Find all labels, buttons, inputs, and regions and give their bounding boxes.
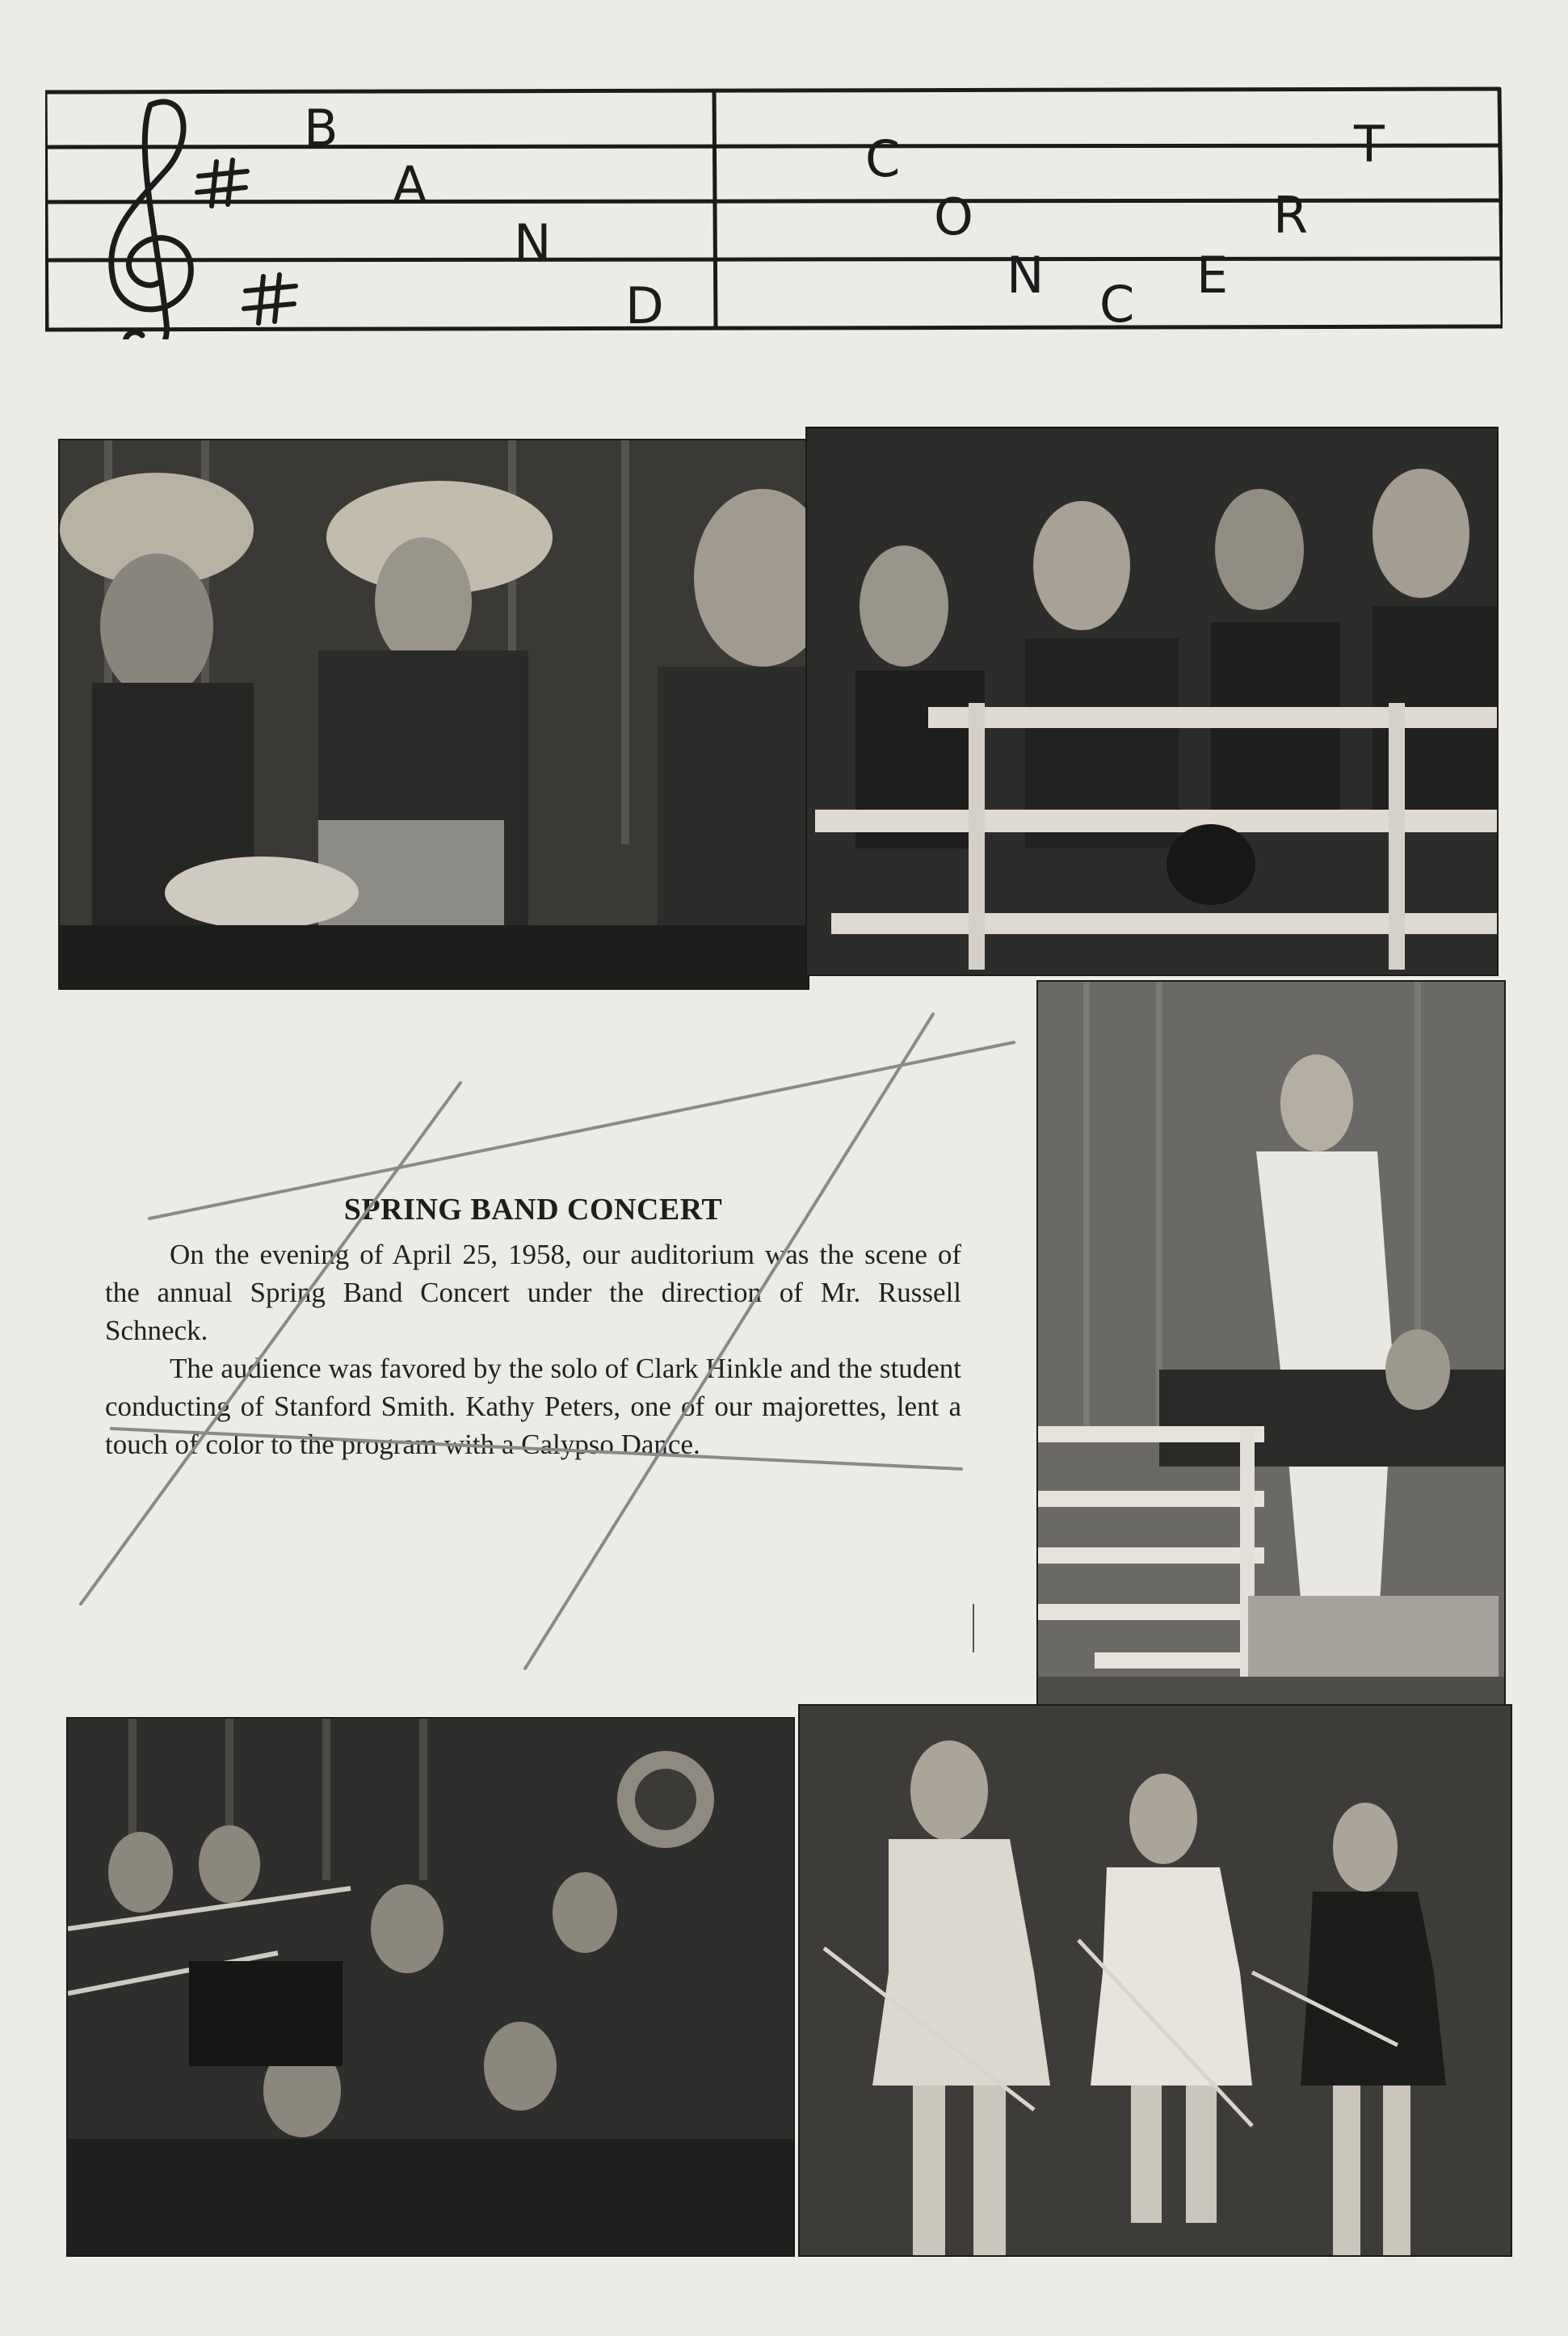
sharp-sign-icon <box>197 160 247 206</box>
band-concert-title-staff <box>45 81 1503 339</box>
title-letter-t: T <box>1354 115 1385 174</box>
title-letter-n: N <box>514 213 552 272</box>
title-letter-a: A <box>393 155 427 214</box>
article-paragraph: On the evening of April 25, 1958, our auditorium was the scene of the annual Spring Band Concert under the direction of Mr. Russell Schneck. <box>105 1239 961 1346</box>
title-letter-e: E <box>1196 246 1229 305</box>
conductor-photo <box>1036 980 1506 1708</box>
pencil-tick-mark <box>973 1604 974 1652</box>
title-letter-b: B <box>304 99 338 158</box>
title-letter-o: O <box>934 187 973 246</box>
sharp-sign-icon <box>244 275 296 323</box>
title-letter-n: N <box>1007 246 1045 305</box>
article-title: SPRING BAND CONCERT <box>343 1193 723 1227</box>
trumpet-section-photo <box>805 427 1499 976</box>
title-letter-r: R <box>1273 186 1309 245</box>
majorettes-photo <box>798 1704 1512 2257</box>
title-letter-d: D <box>625 276 664 335</box>
title-letter-c: C <box>1099 275 1135 334</box>
treble-clef-icon <box>111 102 191 339</box>
article-paragraph: The audience was favored by the solo of Clark Hinkle and the student conducting of Stanford Smith. Kathy Peters, one of our majorettes, lent a touch of color to the program with a Calypso Dance. <box>105 1353 961 1460</box>
drum-corps-photo <box>58 439 809 990</box>
title-letter-c: C <box>865 129 901 188</box>
brass-section-photo <box>66 1717 795 2257</box>
article <box>105 1192 961 1463</box>
